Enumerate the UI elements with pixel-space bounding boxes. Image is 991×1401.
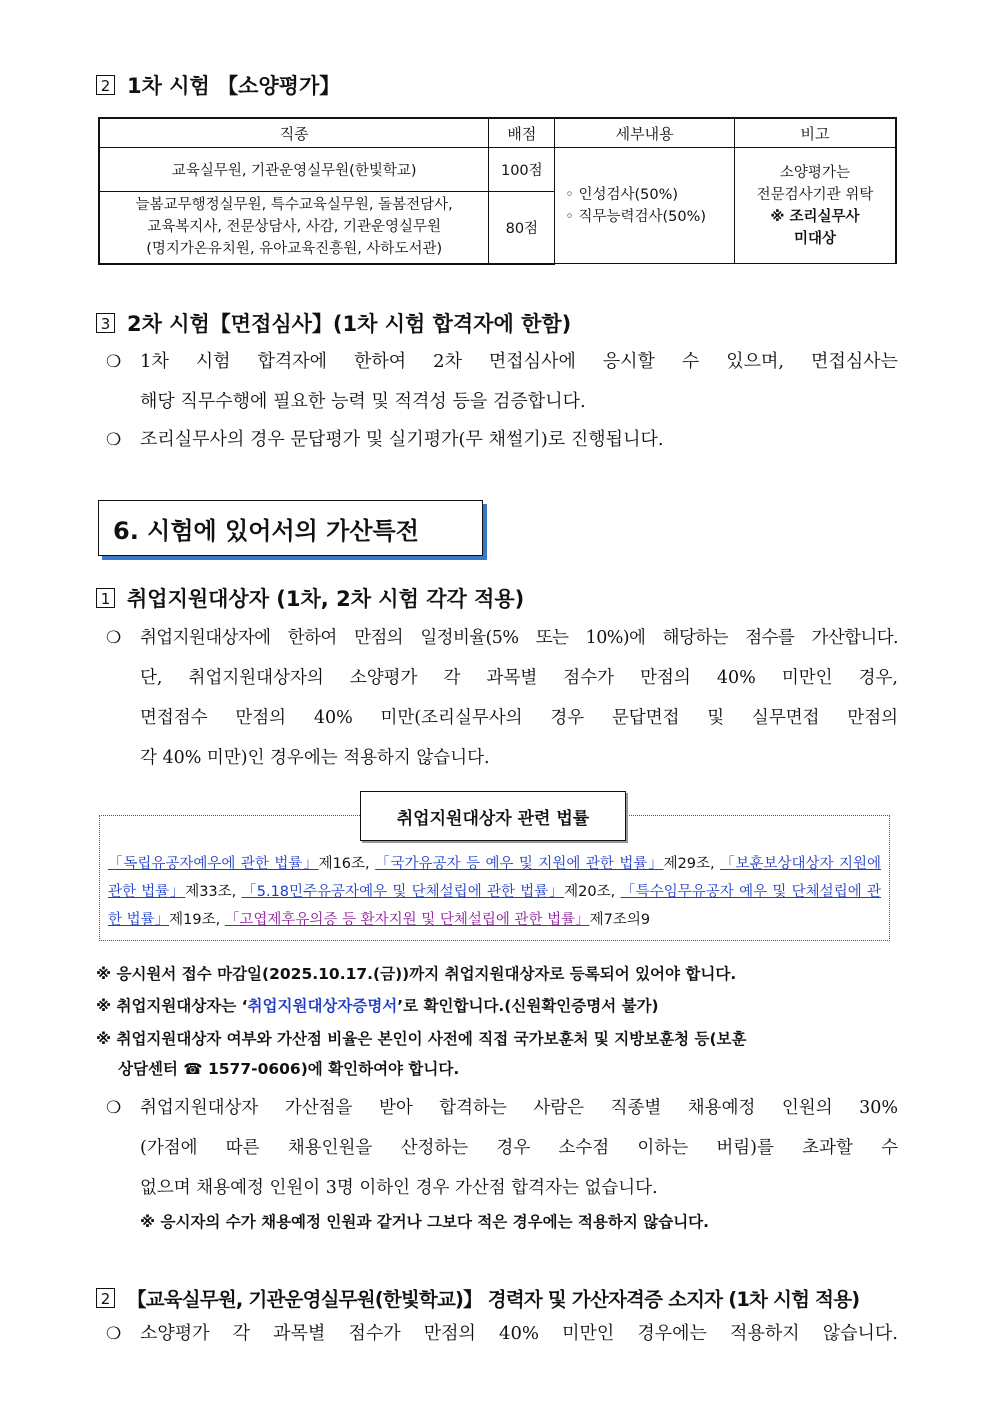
note-line: ※ 조리실무사 [770,208,860,225]
text-line: 해당 직무수행에 필요한 능력 및 적격성 등을 검증합니다. [140,391,586,412]
note-text: ’로 확인합니다.(신원확인증명서 불가) [397,997,659,1015]
note-line: 미대상 [793,230,836,247]
header-note: 비고 [734,118,896,148]
bullet-icon: ❍ [106,628,122,648]
note-line: 소양평가는 [779,164,850,181]
law-link[interactable]: 「5.18민주유공자예우 및 단체설립에 관한 법률」 [241,884,565,900]
bullet-icon: ❍ [106,1324,122,1344]
law-link[interactable]: 「국가유공자 등 예우 및 지원에 관한 법률」 [375,856,664,872]
text-line: 취업지원대상자에 한하여 만점의 일정비율(5% 또는 10%)에 해당하는 점수를 가산합니다. [140,628,898,648]
text-line: 없으며 채용예정 인원이 3명 이하인 경우 가산점 합격자는 없습니다. [140,1178,658,1198]
cell-job: 교육실무원, 기관운영실무원(한빛학교) [99,148,489,192]
text-line: 면접점수 만점의 40% 미만(조리실무사의 경우 문답면접 및 실무면접 만점의 [140,708,898,728]
text-line: 조리실무사의 경우 문답평가 및 실기평가(무 채썰기)로 진행됩니다. [140,429,664,450]
law-article: 제16조, [318,856,376,872]
law-article: 제19조, [169,912,225,928]
bullet-icon: ❍ [106,352,122,372]
cell-job [99,192,489,264]
header-job: 직종 [99,118,489,148]
cell-score: 100점 [489,148,555,192]
cell-detail [555,148,735,264]
job-line: 교육복지사, 전문상담사, 사감, 기관운영실무원 [147,219,442,236]
note-certificate [96,994,659,1016]
section-number: 2 [96,1288,115,1308]
paragraph-interview-2 [106,420,898,460]
text-line: (가점에 따른 채용인원을 산정하는 경우 소수점 이하는 버림)를 초과할 수 [140,1138,898,1158]
subsection-heading-experience [96,1284,859,1312]
section-title-text: 6. 시험에 있어서의 가산특전 [113,516,419,545]
note-highlight: 취업지원대상자증명서 [247,997,398,1015]
job-line: (명지가온유치원, 유아교육진흥원, 사하도서관) [146,241,443,258]
law-link[interactable]: 「보훈보상대상자 지원에 관한 법률」 [108,856,882,900]
section-heading-interview [96,308,571,338]
law-box-label-text: 취업지원대상자 관련 법률 [396,808,590,829]
law-link[interactable]: 「독립유공자예우에 관한 법률」 [108,856,319,872]
subsection-title: 【교육실무원, 기관운영실무원(한빛학교)】 경력자 및 가산자격증 소지자 (1차 시험 적용) [127,1288,860,1311]
section-number: 3 [96,313,115,333]
law-article: 제29조, [663,856,721,872]
law-article: 제7조의9 [589,912,651,928]
law-link[interactable]: 「고엽제후유의증 등 환자지원 및 단체설립에 관한 법률」 [224,912,590,928]
detail-line: ◦ 직무능력검사(50%) [565,208,707,225]
note-line: 전문검사기관 위탁 [756,186,874,203]
law-link[interactable]: 「특수임무유공자 예우 및 단체설립에 관한 법률」 [108,884,881,928]
law-article: 제20조, [564,884,621,900]
section-heading-written-exam [96,70,340,100]
subsection-title: 취업지원대상자 (1차, 2차 시험 각각 적용) [127,587,525,611]
cell-score: 80점 [489,192,555,264]
job-line: 늘봄교무행정실무원, 특수교육실무원, 돌봄전담사, [135,197,453,214]
header-score: 배점 [489,118,555,148]
note-verify [96,1024,896,1084]
bullet-icon: ❍ [106,1098,122,1118]
text-line: 각 40% 미만)인 경우에는 적용하지 않습니다. [140,748,490,768]
section-number: 1 [96,588,115,608]
note-deadline: ※ 응시원서 접수 마감일(2025.10.17.(금))까지 취업지원대상자로 등록되어 있어야 합니다. [96,965,737,983]
text-line: 취업지원대상자 가산점을 받아 합격하는 사람은 직종별 채용예정 인원의 30% [140,1098,898,1118]
cell-note [734,148,896,264]
law-article: 제33조, [185,884,242,900]
table-header-row [99,118,896,148]
section-title-bonus [98,500,483,556]
text-line: 1차 시험 합격자에 한하여 2차 면접심사에 응시할 수 있으며, 면접심사는 [140,351,898,372]
section-title: 2차 시험【면접심사】(1차 시험 합격자에 한함) [127,312,572,336]
paragraph-experience [106,1314,898,1354]
table-row [99,148,896,192]
paragraph-employment-support [106,618,898,778]
paragraph-bonus-limit [106,1088,898,1208]
section-number: 2 [96,75,115,95]
note-line: ※ 취업지원대상자 여부와 가산점 비율은 본인이 사전에 직접 국가보훈처 및 지방보훈청 등(보훈 [96,1030,747,1048]
exam-table [98,117,897,265]
detail-line: ◦ 인성검사(50%) [565,186,679,203]
bullet-icon: ❍ [106,430,122,450]
text-line: 단, 취업지원대상자의 소양평가 각 과목별 점수가 만점의 40% 미만인 경우, [140,668,898,688]
section-title: 1차 시험 【소양평가】 [127,74,341,98]
law-box-label [360,791,626,841]
note-line: 상담센터 ☎ 1577-0606)에 확인하여야 합니다. [118,1060,460,1078]
text-line: 소양평가 각 과목별 점수가 만점의 40% 미만인 경우에는 적용하지 않습니다. [140,1323,898,1344]
subsection-heading-employment-support [96,583,524,613]
paragraph-interview-1 [106,342,898,422]
header-detail: 세부내용 [555,118,735,148]
note-text: ※ 취업지원대상자는 ‘ [96,997,248,1015]
note-applicant-count: ※ 응시자의 수가 채용예정 인원과 같거나 그보다 적은 경우에는 적용하지 않습니다. [140,1213,710,1231]
